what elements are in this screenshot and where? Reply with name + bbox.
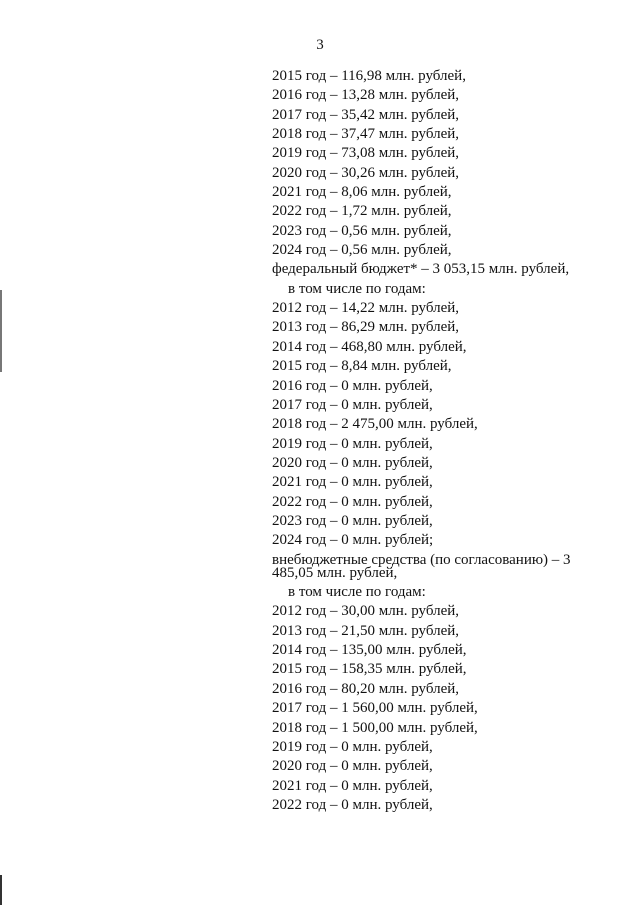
text-line: 2016 год – 13,28 млн. рублей, (272, 87, 460, 104)
text-line: 2022 год – 1,72 млн. рублей, (272, 203, 452, 220)
text-line: 2018 год – 1 500,00 млн. рублей, (272, 719, 478, 736)
by-years-heading: в том числе по годам: (288, 280, 426, 297)
text-line: 2019 год – 0 млн. рублей, (272, 435, 433, 452)
text-line: 2015 год – 8,84 млн. рублей, (272, 358, 452, 375)
text-line: 2013 год – 21,50 млн. рублей, (272, 622, 460, 639)
by-years-heading: в том числе по годам: (288, 584, 426, 601)
text-line: 2018 год – 2 475,00 млн. рублей, (272, 416, 478, 433)
text-line: 2016 год – 80,20 млн. рублей, (272, 680, 460, 697)
text-line: 2012 год – 30,00 млн. рублей, (272, 603, 460, 620)
federal-budget-line: федеральный бюджет* – 3 053,15 млн. рублей, (272, 261, 570, 278)
text-line: 2020 год – 30,26 млн. рублей, (272, 164, 460, 181)
text-line: 2023 год – 0,56 млн. рублей, (272, 222, 452, 239)
text-line: 2013 год – 86,29 млн. рублей, (272, 319, 460, 336)
text-line: 2021 год – 8,06 млн. рублей, (272, 184, 452, 201)
text-line: 2016 год – 0 млн. рублей, (272, 377, 433, 394)
text-line: 2014 год – 135,00 млн. рублей, (272, 642, 467, 659)
scan-margin-mark (0, 290, 2, 372)
text-line: 2017 год – 35,42 млн. рублей, (272, 106, 460, 123)
text-line: 2024 год – 0,56 млн. рублей, (272, 242, 452, 259)
text-line: 2015 год – 158,35 млн. рублей, (272, 661, 467, 678)
text-line: 2015 год – 116,98 млн. рублей, (272, 68, 466, 84)
text-line: 2018 год – 37,47 млн. рублей, (272, 126, 460, 143)
text-line: 2023 год – 0 млн. рублей, (272, 512, 433, 529)
text-line: 2014 год – 468,80 млн. рублей, (272, 338, 467, 355)
scan-margin-mark-bottom (0, 875, 2, 905)
text-line: 2017 год – 1 560,00 млн. рублей, (272, 700, 478, 717)
text-line: 2012 год – 14,22 млн. рублей, (272, 300, 460, 317)
text-line: 2019 год – 73,08 млн. рублей, (272, 145, 460, 162)
text-line: 2022 год – 0 млн. рублей, (272, 796, 433, 813)
text-line: 2017 год – 0 млн. рублей, (272, 396, 433, 413)
text-line: 2022 год – 0 млн. рублей, (272, 493, 433, 510)
text-line: 2020 год – 0 млн. рублей, (272, 758, 433, 775)
funding-text-block (272, 67, 612, 815)
text-line: 2020 год – 0 млн. рублей, (272, 454, 433, 471)
text-line: 2024 год – 0 млн. рублей; (272, 532, 434, 549)
extrabudgetary-funds-line: внебюджетные средства (по согласованию) – 3 485,05 млн. рублей, (272, 551, 571, 581)
page-number: 3 (316, 37, 324, 53)
text-line: 2021 год – 0 млн. рублей, (272, 777, 433, 794)
text-line: 2019 год – 0 млн. рублей, (272, 738, 433, 755)
text-line: 2021 год – 0 млн. рублей, (272, 474, 433, 491)
